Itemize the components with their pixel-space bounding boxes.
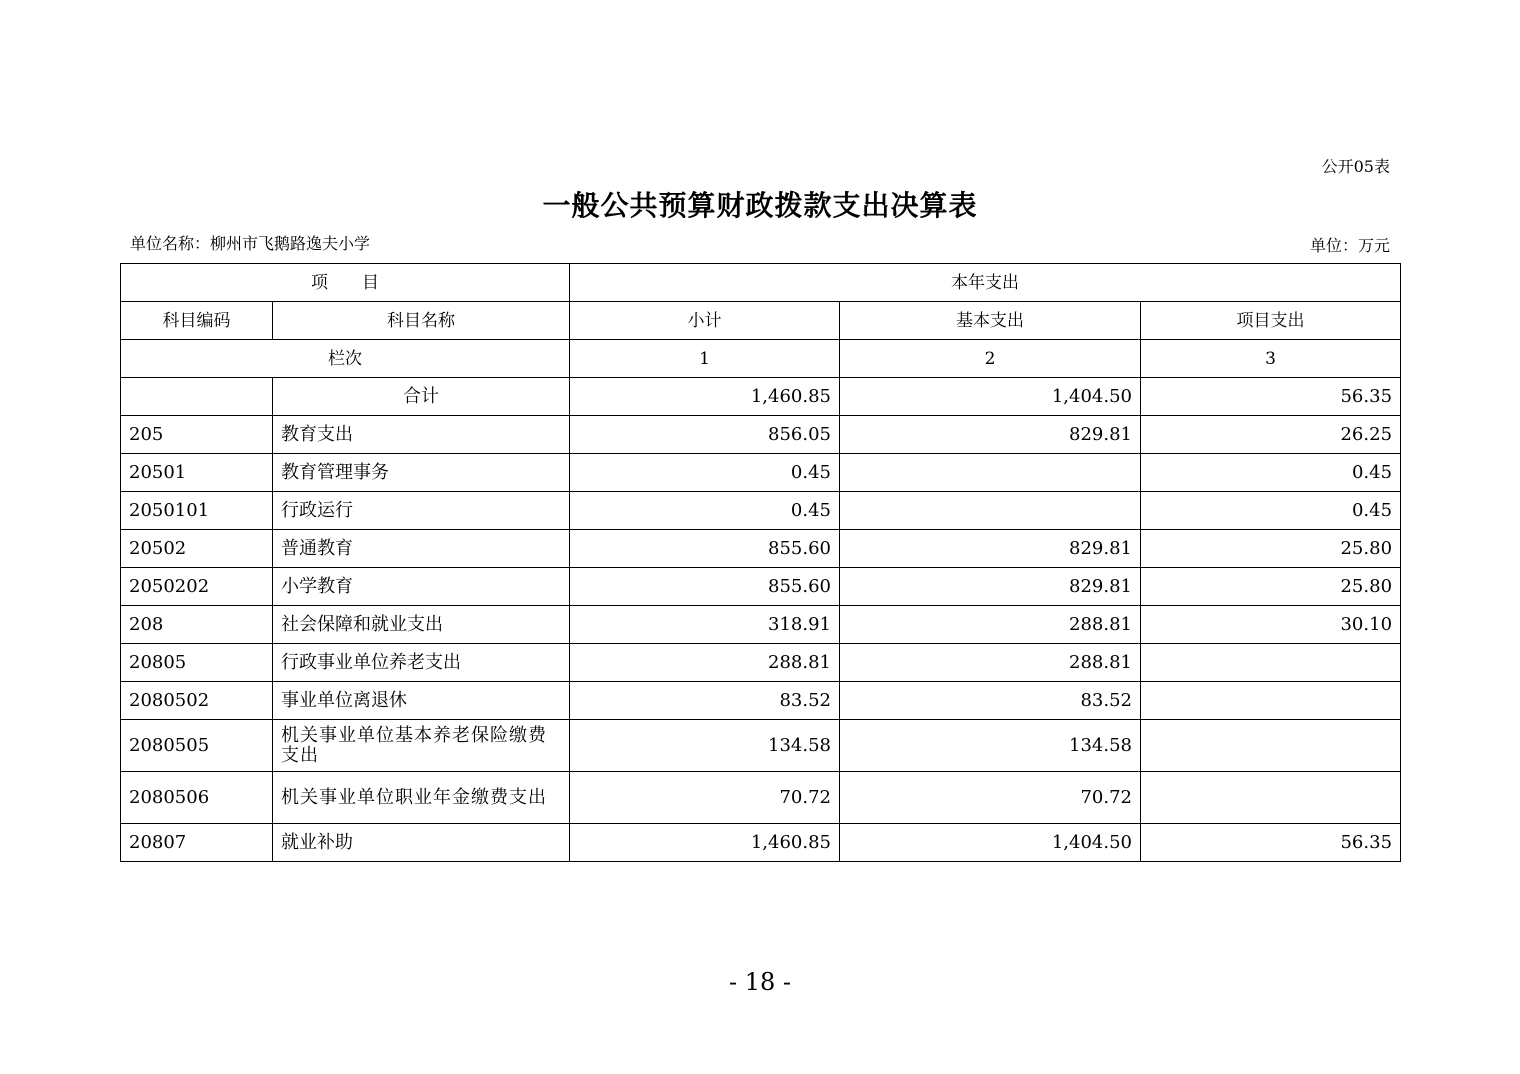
header-column-order: 栏次 (121, 340, 570, 378)
row-name: 教育管理事务 (273, 454, 570, 492)
row-subtotal: 856.05 (570, 416, 840, 454)
page-number: - 18 - (728, 968, 791, 996)
row-code: 2080506 (121, 772, 273, 824)
total-row (121, 378, 1401, 416)
row-basic (840, 454, 1141, 492)
table-row (121, 492, 1401, 530)
row-name: 社会保障和就业支出 (273, 606, 570, 644)
row-code: 2050202 (121, 568, 273, 606)
total-basic: 1,404.50 (840, 378, 1141, 416)
header-row-2 (121, 302, 1401, 340)
row-basic: 288.81 (840, 644, 1141, 682)
row-subtotal: 318.91 (570, 606, 840, 644)
row-subtotal: 83.52 (570, 682, 840, 720)
row-code: 205 (121, 416, 273, 454)
row-code: 2080505 (121, 720, 273, 772)
row-subtotal: 0.45 (570, 454, 840, 492)
unit-name: 单位名称：柳州市飞鹅路逸夫小学 (130, 234, 371, 253)
row-code: 20502 (121, 530, 273, 568)
header-row-1 (121, 264, 1401, 302)
total-subtotal: 1,460.85 (570, 378, 840, 416)
row-subtotal: 70.72 (570, 772, 840, 824)
row-name: 小学教育 (273, 568, 570, 606)
table-row (121, 530, 1401, 568)
row-basic: 134.58 (840, 720, 1141, 772)
row-name: 教育支出 (273, 416, 570, 454)
row-subtotal: 0.45 (570, 492, 840, 530)
row-project: 25.80 (1141, 530, 1401, 568)
header-item: 项 目 (121, 264, 570, 302)
form-number: 公开05表 (1321, 157, 1390, 176)
table-row (121, 644, 1401, 682)
table-row (121, 416, 1401, 454)
row-project: 30.10 (1141, 606, 1401, 644)
row-name: 就业补助 (273, 824, 570, 862)
row-project: 0.45 (1141, 454, 1401, 492)
row-subtotal: 134.58 (570, 720, 840, 772)
table-row (121, 568, 1401, 606)
header-current-year: 本年支出 (570, 264, 1401, 302)
total-project: 56.35 (1141, 378, 1401, 416)
row-project (1141, 772, 1401, 824)
budget-table (120, 263, 1401, 862)
row-name: 行政事业单位养老支出 (273, 644, 570, 682)
header-project: 项目支出 (1141, 302, 1401, 340)
header-name: 科目名称 (273, 302, 570, 340)
row-subtotal: 1,460.85 (570, 824, 840, 862)
row-basic: 829.81 (840, 530, 1141, 568)
row-name: 机关事业单位职业年金缴费支出 (273, 772, 570, 824)
row-subtotal: 855.60 (570, 568, 840, 606)
table-row (121, 824, 1401, 862)
table-row (121, 606, 1401, 644)
row-subtotal: 855.60 (570, 530, 840, 568)
table-row (121, 720, 1401, 772)
header-code: 科目编码 (121, 302, 273, 340)
table-row (121, 772, 1401, 824)
row-basic (840, 492, 1141, 530)
row-project: 56.35 (1141, 824, 1401, 862)
row-name: 行政运行 (273, 492, 570, 530)
currency-unit: 单位：万元 (1309, 236, 1390, 255)
row-project (1141, 720, 1401, 772)
row-name: 机关事业单位基本养老保险缴费支出 (273, 720, 570, 772)
header-row-3 (121, 340, 1401, 378)
header-basic: 基本支出 (840, 302, 1141, 340)
row-project (1141, 682, 1401, 720)
row-project: 0.45 (1141, 492, 1401, 530)
row-code: 20805 (121, 644, 273, 682)
header-col2: 2 (840, 340, 1141, 378)
row-basic: 83.52 (840, 682, 1141, 720)
row-basic: 829.81 (840, 568, 1141, 606)
row-name: 普通教育 (273, 530, 570, 568)
row-code: 20807 (121, 824, 273, 862)
row-project: 25.80 (1141, 568, 1401, 606)
row-subtotal: 288.81 (570, 644, 840, 682)
table-row (121, 682, 1401, 720)
row-code: 2080502 (121, 682, 273, 720)
row-project: 26.25 (1141, 416, 1401, 454)
header-col3: 3 (1141, 340, 1401, 378)
row-basic: 70.72 (840, 772, 1141, 824)
row-basic: 288.81 (840, 606, 1141, 644)
row-name: 事业单位离退休 (273, 682, 570, 720)
row-basic: 1,404.50 (840, 824, 1141, 862)
total-label: 合计 (273, 378, 570, 416)
row-code: 20501 (121, 454, 273, 492)
page-title: 一般公共预算财政拨款支出决算表 (542, 189, 978, 222)
header-subtotal: 小计 (570, 302, 840, 340)
row-project (1141, 644, 1401, 682)
table-row (121, 454, 1401, 492)
header-col1: 1 (570, 340, 840, 378)
row-code: 208 (121, 606, 273, 644)
row-code: 2050101 (121, 492, 273, 530)
row-basic: 829.81 (840, 416, 1141, 454)
